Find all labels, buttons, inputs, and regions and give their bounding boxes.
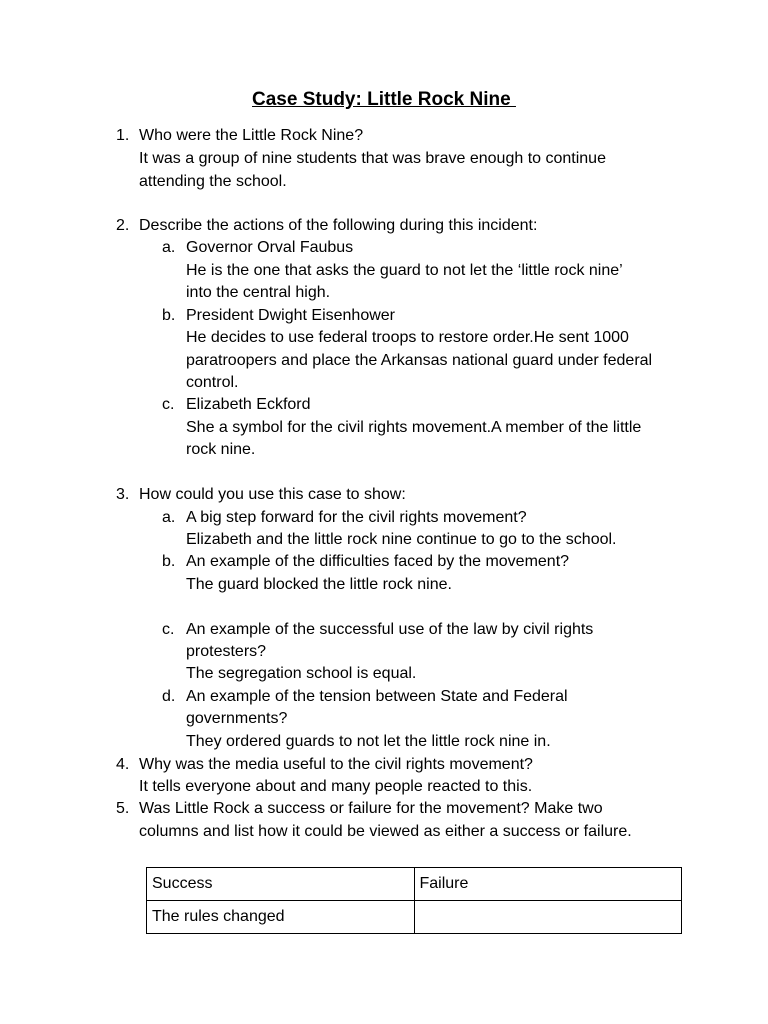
table-header-cell: Failure	[414, 868, 682, 901]
q1-number: 1.	[116, 127, 130, 144]
q2b-answer-line: control.	[186, 374, 239, 391]
q3c-answer-line: The segregation school is equal.	[186, 665, 417, 682]
q3a-label: A big step forward for the civil rights movement?	[186, 509, 527, 526]
q2-question: Describe the actions of the following during this incident:	[139, 217, 538, 234]
q5-question: Was Little Rock a success or failure for the movement? Make two	[139, 800, 603, 817]
q3d-label: governments?	[186, 710, 288, 727]
table-cell	[414, 901, 682, 934]
q3b-answer-line: The guard blocked the little rock nine.	[186, 576, 452, 593]
q1-answer-line: attending the school.	[139, 173, 287, 190]
q3-question: How could you use this case to show:	[139, 486, 406, 503]
success-failure-table	[146, 867, 682, 934]
q3-number: 3.	[116, 486, 130, 503]
q2a-answer-line: into the central high.	[186, 284, 331, 301]
q3d-answer-line: They ordered guards to not let the little rock nine in.	[186, 733, 551, 750]
q2b-letter: b.	[162, 307, 176, 324]
q5-question: columns and list how it could be viewed as either a success or failure.	[139, 823, 632, 840]
q3b-label: An example of the difficulties faced by the movement?	[186, 553, 570, 570]
table-row	[147, 901, 682, 934]
q2a-answer-line: He is the one that asks the guard to not let the ‘little rock nine’	[186, 262, 623, 279]
q3a-letter: a.	[162, 509, 176, 526]
table-header-cell: Success	[147, 868, 415, 901]
q4-number: 4.	[116, 756, 130, 773]
document-title: Case Study: Little Rock Nine	[252, 89, 516, 110]
q2b-answer-line: paratroopers and place the Arkansas national guard under federal	[186, 352, 653, 369]
q2c-letter: c.	[162, 396, 175, 413]
q4-answer-line: It tells everyone about and many people reacted to this.	[139, 778, 533, 795]
q2c-answer-line: She a symbol for the civil rights movement.A member of the little	[186, 419, 642, 436]
q3c-letter: c.	[162, 621, 175, 638]
q2a-letter: a.	[162, 239, 176, 256]
q3d-label: An example of the tension between State and Federal	[186, 688, 568, 705]
q3a-answer-line: Elizabeth and the little rock nine continue to go to the school.	[186, 531, 617, 548]
q2c-answer-line: rock nine.	[186, 441, 256, 458]
q3c-label: An example of the successful use of the law by civil rights	[186, 621, 594, 638]
q1-answer-line: It was a group of nine students that was brave enough to continue	[139, 150, 606, 167]
q3b-letter: b.	[162, 553, 176, 570]
q4-question: Why was the media useful to the civil rights movement?	[139, 756, 533, 773]
q5-number: 5.	[116, 800, 130, 817]
q2-number: 2.	[116, 217, 130, 234]
q2c-label: Elizabeth Eckford	[186, 396, 311, 413]
q2a-label: Governor Orval Faubus	[186, 239, 354, 256]
q3d-letter: d.	[162, 688, 176, 705]
q3c-label: protesters?	[186, 643, 267, 660]
q2b-answer-line: He decides to use federal troops to restore order.He sent 1000	[186, 329, 629, 346]
q2b-label: President Dwight Eisenhower	[186, 307, 395, 324]
table-header-row	[147, 868, 682, 901]
table-cell: The rules changed	[147, 901, 415, 934]
q1-question: Who were the Little Rock Nine?	[139, 127, 364, 144]
